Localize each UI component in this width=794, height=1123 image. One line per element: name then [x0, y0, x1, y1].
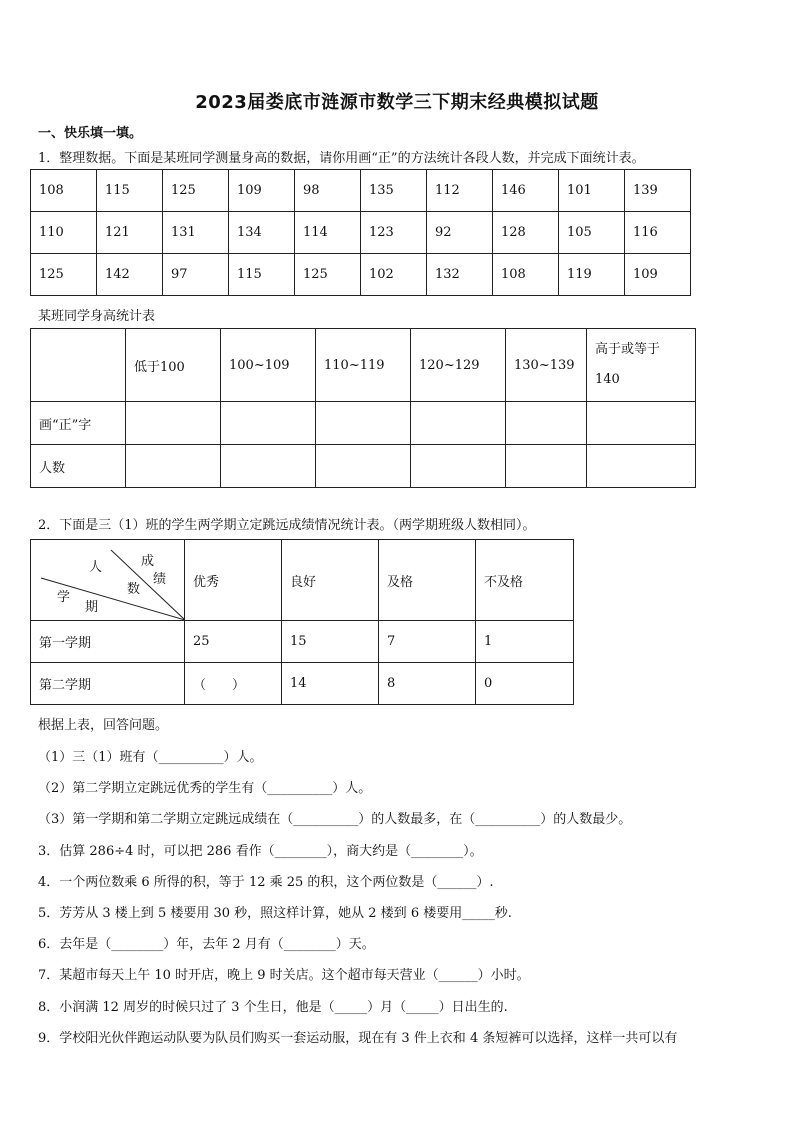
table-cell: 125: [31, 254, 97, 296]
table-row: [31, 212, 691, 254]
table-cell: 8: [379, 663, 476, 705]
answer-cell[interactable]: [587, 445, 696, 488]
answer-cell[interactable]: [506, 445, 587, 488]
diagonal-header-cell: [31, 540, 185, 621]
answer-cell[interactable]: [587, 402, 696, 445]
table-cell: 15: [282, 621, 379, 663]
table-cell: 97: [163, 254, 229, 296]
table-cell: 114: [295, 212, 361, 254]
column-header: 低于100: [126, 329, 221, 402]
question-9-text: 9．学校阳光伙伴跑运动队要为队员们购买一套运动服，现在有 3 件上衣和 4 条短裤可以选择，这样一共可以有: [38, 1031, 678, 1046]
question-2-intro: 根据上表，回答问题。: [38, 718, 169, 733]
answer-cell[interactable]: [126, 445, 221, 488]
answer-cell[interactable]: [316, 445, 411, 488]
table-cell: [31, 329, 126, 402]
table-cell: 135: [361, 170, 427, 212]
long-jump-table: [30, 539, 574, 705]
column-header: 不及格: [476, 540, 574, 621]
answer-cell[interactable]: [411, 402, 506, 445]
answer-cell[interactable]: [221, 402, 316, 445]
table-cell: 108: [31, 170, 97, 212]
table-cell: 7: [379, 621, 476, 663]
table-cell: 14: [282, 663, 379, 705]
table-row: [31, 663, 574, 705]
column-header: 110~119: [316, 329, 411, 402]
table-cell: 102: [361, 254, 427, 296]
column-header: [587, 329, 696, 402]
diag-label-cheng: 成: [141, 554, 155, 569]
table-cell: 0: [476, 663, 574, 705]
column-header: 良好: [282, 540, 379, 621]
question-8-text: 8．小润满 12 周岁的时候只过了 3 个生日，他是（_____）月（_____）日出生的.: [38, 1000, 508, 1015]
height-data-table: [30, 169, 691, 296]
table-cell: 109: [229, 170, 295, 212]
table-cell: 105: [559, 212, 625, 254]
question-3-text: 3．估算 286÷4 时，可以把 286 看作（________），商大约是（________）。: [38, 844, 483, 859]
table-cell: 25: [185, 621, 282, 663]
row-label: 画“正”字: [31, 402, 126, 445]
table-header-row: [31, 329, 696, 402]
column-header-line-2: 140: [595, 372, 620, 387]
row-label: 第一学期: [31, 621, 185, 663]
diag-label-ren: 人: [89, 560, 103, 575]
table-cell: 116: [625, 212, 691, 254]
table-cell: 115: [97, 170, 163, 212]
table-cell: 98: [295, 170, 361, 212]
diag-label-ji: 绩: [153, 572, 167, 587]
answer-cell[interactable]: [221, 445, 316, 488]
table-header-row: [31, 540, 574, 621]
table-cell: 125: [295, 254, 361, 296]
column-header: 130~139: [506, 329, 587, 402]
table-row: [31, 170, 691, 212]
question-4-text: 4．一个两位数乘 6 所得的积，等于 12 乘 25 的积，这个两位数是（______）.: [38, 875, 494, 890]
question-2-text: 2．下面是三（1）班的学生两学期立定跳远成绩情况统计表。（两学期班级人数相同）。: [38, 518, 536, 533]
column-header: 优秀: [185, 540, 282, 621]
table-cell: 121: [97, 212, 163, 254]
table-cell: 132: [427, 254, 493, 296]
table-cell: 108: [493, 254, 559, 296]
question-7-text: 7．某超市每天上午 10 时开店，晚上 9 时关店。这个超市每天营业（______）小时。: [38, 968, 530, 983]
answer-cell[interactable]: [316, 402, 411, 445]
answer-cell[interactable]: [411, 445, 506, 488]
diag-label-xue: 学: [57, 590, 71, 605]
question-2-sub-3: （3）第一学期和第二学期立定跳远成绩在（__________）的人数最多，在（__________）的人数最少。: [38, 812, 632, 827]
diag-label-shu: 数: [127, 582, 141, 597]
table-row: [31, 254, 691, 296]
table-cell: 123: [361, 212, 427, 254]
table-cell: 119: [559, 254, 625, 296]
column-header: 100~109: [221, 329, 316, 402]
diag-label-qi: 期: [85, 600, 99, 615]
column-header: 120~129: [411, 329, 506, 402]
stat-table-title: 某班同学身高统计表: [38, 309, 156, 324]
table-cell: 146: [493, 170, 559, 212]
column-header: 及格: [379, 540, 476, 621]
question-5-text: 5．芳芳从 3 楼上到 5 楼要用 30 秒，照这样计算，她从 2 楼到 6 楼要用_____秒.: [38, 906, 512, 921]
table-cell: 92: [427, 212, 493, 254]
question-2-sub-2: （2）第二学期立定跳远优秀的学生有（__________）人。: [38, 781, 372, 796]
table-cell: 101: [559, 170, 625, 212]
table-row: [31, 445, 696, 488]
height-stat-table: [30, 328, 696, 488]
column-header-line-1: 高于或等于: [595, 342, 661, 357]
table-cell: 1: [476, 621, 574, 663]
table-cell: 142: [97, 254, 163, 296]
question-1-text: 1．整理数据。下面是某班同学测量身高的数据，请你用画“正”的方法统计各段人数，并完成下面统计表。: [38, 151, 645, 166]
table-cell: 109: [625, 254, 691, 296]
row-label: 第二学期: [31, 663, 185, 705]
table-cell: 128: [493, 212, 559, 254]
table-cell: 131: [163, 212, 229, 254]
page-title: 2023届娄底市涟源市数学三下期末经典模拟试题: [195, 92, 599, 113]
table-cell: 125: [163, 170, 229, 212]
table-row: [31, 621, 574, 663]
table-row: [31, 402, 696, 445]
table-cell: 134: [229, 212, 295, 254]
table-cell: 115: [229, 254, 295, 296]
table-cell: 110: [31, 212, 97, 254]
question-2-sub-1: （1）三（1）班有（__________）人。: [38, 750, 263, 765]
answer-blank-cell[interactable]: （ ）: [185, 663, 282, 705]
section-heading: 一、快乐填一填。: [38, 126, 143, 141]
answer-cell[interactable]: [506, 402, 587, 445]
answer-cell[interactable]: [126, 402, 221, 445]
question-6-text: 6．去年是（________）年，去年 2 月有（________）天。: [38, 937, 375, 952]
table-cell: 112: [427, 170, 493, 212]
row-label: 人数: [31, 445, 126, 488]
table-cell: 139: [625, 170, 691, 212]
